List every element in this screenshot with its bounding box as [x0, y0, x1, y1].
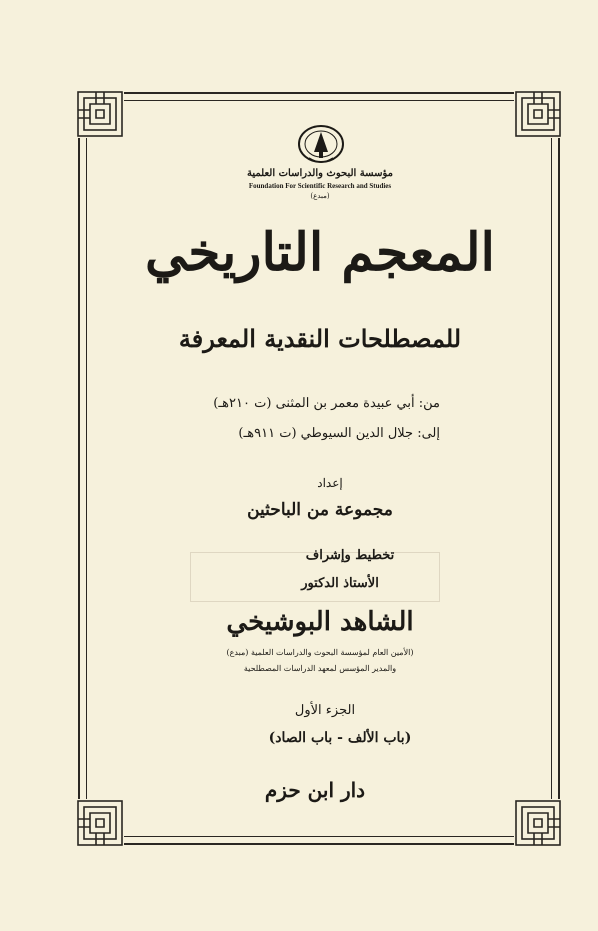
inner-border-frame: [86, 100, 552, 837]
supervision-label: تخطيط وإشراف: [305, 548, 395, 563]
range-to: إلى: جلال الدين السيوطي (ت ٩١١هـ): [238, 426, 440, 441]
corner-ornament-icon: [76, 799, 124, 847]
book-subtitle: للمصطلحات النقدية المعرفة: [178, 324, 462, 353]
preparation-label: إعداد: [317, 476, 343, 490]
foundation-name-english: Foundation For Scientific Research and Studies: [248, 182, 392, 190]
supervisor-name: الشاهد البوشيخي: [226, 607, 414, 637]
book-title: المعجم التاريخي: [144, 222, 496, 283]
supervisor-role-2: والمدير المؤسس لمعهد الدراسات المصطلحية: [243, 664, 397, 673]
supervisor-title: الأستاذ الدكتور: [301, 576, 379, 591]
corner-ornament-icon: [514, 799, 562, 847]
volume-range: (باب الألف - باب الصاد): [268, 730, 412, 746]
supervisor-role-1: (الأمين العام لمؤسسة البحوث والدراسات العلمية (مبدع): [226, 648, 414, 657]
range-from: من: أبي عبيدة معمر بن المثنى (ت ٢١٠هـ): [213, 396, 440, 411]
corner-ornament-icon: [514, 90, 562, 138]
foundation-abbreviation: (مبدع): [310, 192, 330, 200]
corner-ornament-icon: [76, 90, 124, 138]
volume-label: الجزء الأول: [294, 703, 356, 718]
preparation-name: مجموعة من الباحثين: [247, 500, 393, 520]
publisher-name: دار ابن حزم: [264, 778, 366, 802]
foundation-name-arabic: مؤسسة البحوث والدراسات العلمية: [247, 168, 393, 179]
foundation-logo-icon: [292, 122, 350, 170]
